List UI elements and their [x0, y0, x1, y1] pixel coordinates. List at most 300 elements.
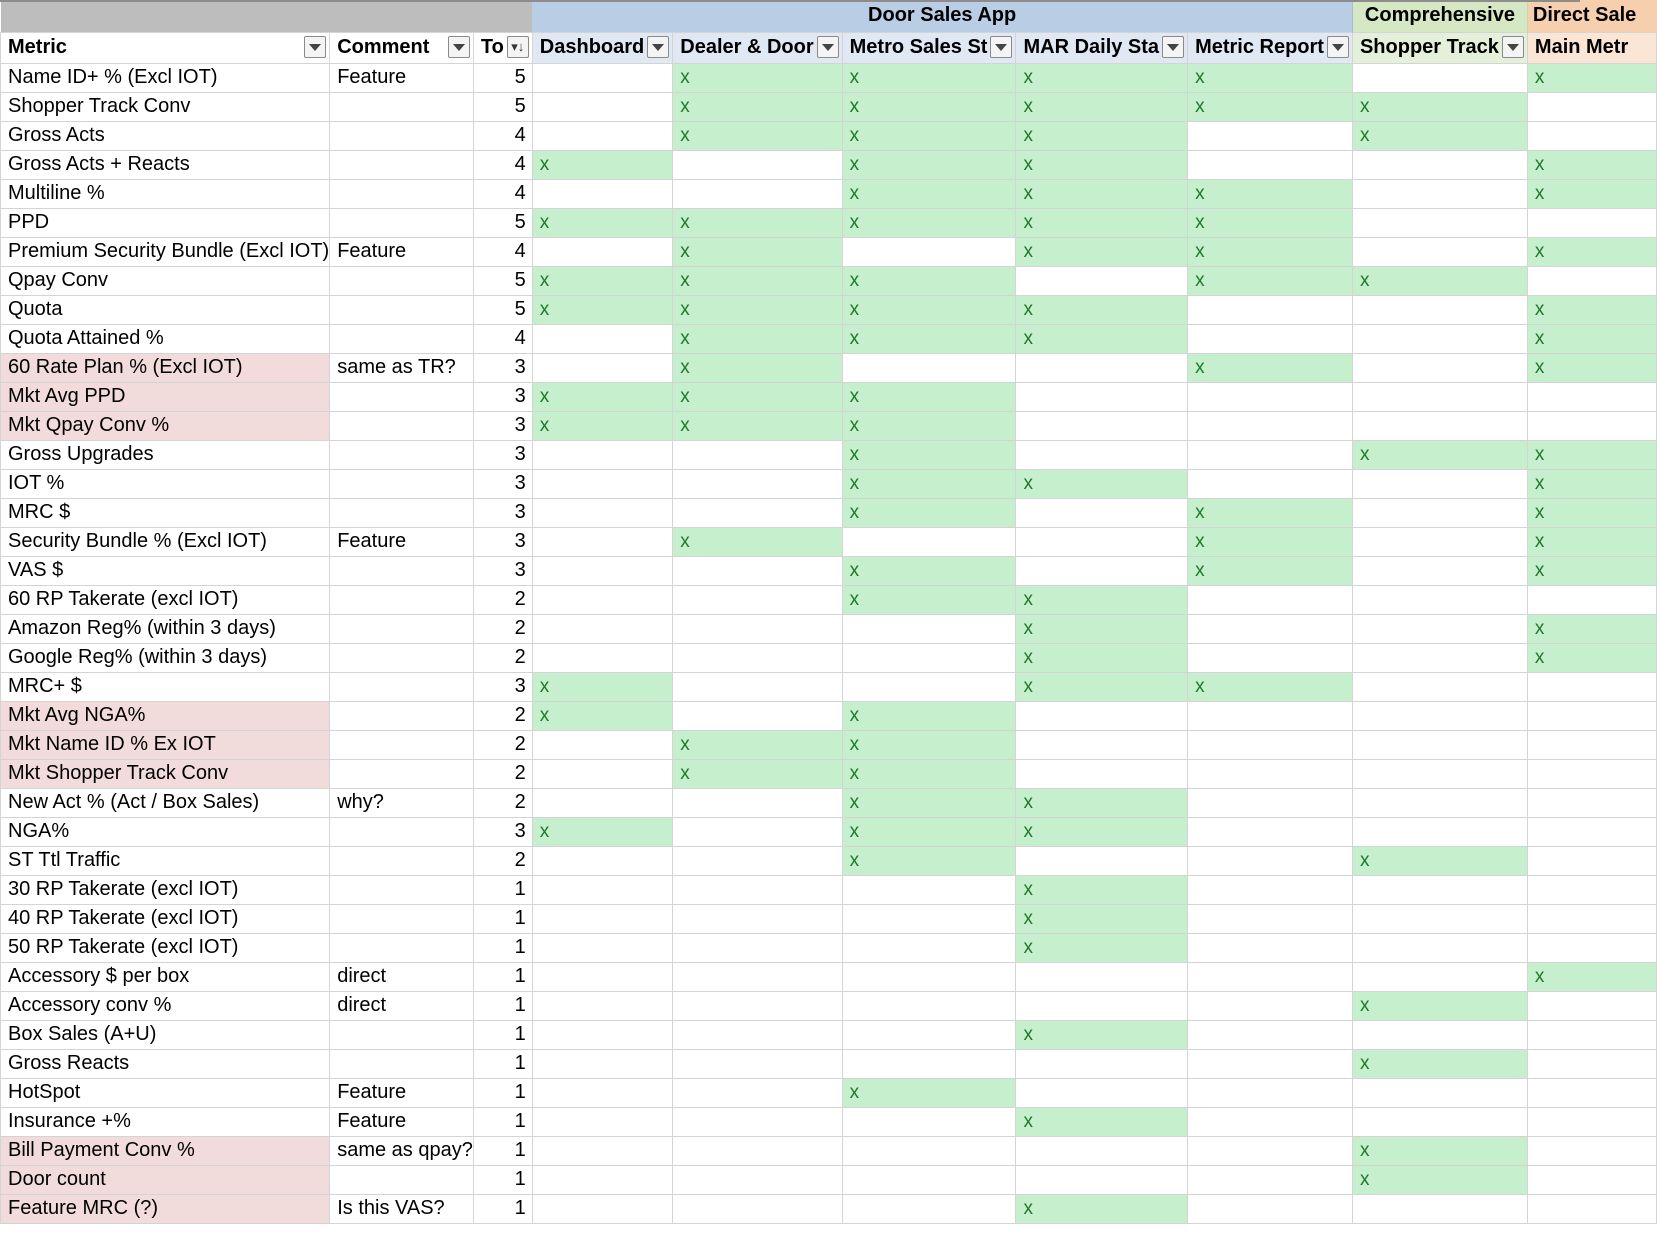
report-flag-cell[interactable]: x	[1016, 208, 1188, 237]
metric-cell[interactable]: Qpay Conv	[1, 266, 330, 295]
report-flag-cell[interactable]: x	[1527, 353, 1656, 382]
total-cell[interactable]: 2	[473, 701, 532, 730]
report-flag-cell[interactable]	[532, 1020, 672, 1049]
report-flag-cell[interactable]: x	[842, 208, 1016, 237]
metric-cell[interactable]: Google Reg% (within 3 days)	[1, 643, 330, 672]
report-flag-cell[interactable]	[532, 1107, 672, 1136]
report-flag-cell[interactable]	[842, 1194, 1016, 1223]
report-flag-cell[interactable]: x	[842, 846, 1016, 875]
report-flag-cell[interactable]	[842, 1107, 1016, 1136]
metric-cell[interactable]: Multiline %	[1, 179, 330, 208]
report-flag-cell[interactable]: x	[1016, 875, 1188, 904]
report-flag-cell[interactable]: x	[842, 469, 1016, 498]
total-cell[interactable]: 1	[473, 933, 532, 962]
total-cell[interactable]: 3	[473, 556, 532, 585]
filter-dropdown-icon[interactable]	[1327, 36, 1349, 58]
report-flag-cell[interactable]	[1527, 1078, 1656, 1107]
filter-dropdown-icon[interactable]	[448, 36, 470, 58]
report-flag-cell[interactable]	[673, 817, 842, 846]
comment-cell[interactable]	[330, 846, 474, 875]
report-flag-cell[interactable]: x	[842, 556, 1016, 585]
comment-cell[interactable]: Feature	[330, 527, 474, 556]
filter-dropdown-icon[interactable]	[817, 36, 839, 58]
report-flag-cell[interactable]	[842, 1020, 1016, 1049]
report-flag-cell[interactable]: x	[532, 208, 672, 237]
metric-cell[interactable]: Door count	[1, 1165, 330, 1194]
metric-cell[interactable]: MRC+ $	[1, 672, 330, 701]
report-flag-cell[interactable]	[1527, 1165, 1656, 1194]
report-flag-cell[interactable]: x	[673, 92, 842, 121]
report-flag-cell[interactable]	[1352, 962, 1527, 991]
report-flag-cell[interactable]	[1352, 788, 1527, 817]
report-flag-cell[interactable]	[842, 527, 1016, 556]
total-cell[interactable]: 2	[473, 614, 532, 643]
report-flag-cell[interactable]: x	[532, 817, 672, 846]
total-cell[interactable]: 4	[473, 150, 532, 179]
report-flag-cell[interactable]	[842, 237, 1016, 266]
report-flag-cell[interactable]	[1016, 1136, 1188, 1165]
report-flag-cell[interactable]: x	[1016, 179, 1188, 208]
report-flag-cell[interactable]: x	[842, 498, 1016, 527]
comment-cell[interactable]	[330, 92, 474, 121]
metric-cell[interactable]: Gross Upgrades	[1, 440, 330, 469]
report-flag-cell[interactable]	[532, 92, 672, 121]
metric-cell[interactable]: Amazon Reg% (within 3 days)	[1, 614, 330, 643]
report-flag-cell[interactable]: x	[1016, 150, 1188, 179]
report-flag-cell[interactable]	[1188, 991, 1353, 1020]
report-flag-cell[interactable]	[1527, 266, 1656, 295]
comment-cell[interactable]	[330, 672, 474, 701]
report-flag-cell[interactable]: x	[1016, 672, 1188, 701]
report-flag-cell[interactable]	[1527, 1049, 1656, 1078]
comment-cell[interactable]	[330, 469, 474, 498]
metric-cell[interactable]: Bill Payment Conv %	[1, 1136, 330, 1165]
metric-cell[interactable]: Gross Reacts	[1, 1049, 330, 1078]
report-flag-cell[interactable]: x	[532, 411, 672, 440]
report-flag-cell[interactable]	[1527, 1107, 1656, 1136]
report-flag-cell[interactable]: x	[1016, 643, 1188, 672]
report-flag-cell[interactable]	[1352, 672, 1527, 701]
metric-cell[interactable]: Mkt Avg PPD	[1, 382, 330, 411]
report-flag-cell[interactable]: x	[1527, 614, 1656, 643]
comment-cell[interactable]	[330, 266, 474, 295]
report-flag-cell[interactable]: x	[673, 63, 842, 92]
report-flag-cell[interactable]	[1527, 121, 1656, 150]
report-flag-cell[interactable]	[1352, 1107, 1527, 1136]
comment-cell[interactable]	[330, 1049, 474, 1078]
report-flag-cell[interactable]	[673, 1136, 842, 1165]
report-flag-cell[interactable]	[532, 63, 672, 92]
report-flag-cell[interactable]	[1188, 1194, 1353, 1223]
report-flag-cell[interactable]	[532, 962, 672, 991]
report-flag-cell[interactable]	[1527, 672, 1656, 701]
report-flag-cell[interactable]: x	[842, 63, 1016, 92]
report-flag-cell[interactable]: x	[1016, 904, 1188, 933]
total-cell[interactable]: 2	[473, 730, 532, 759]
report-flag-cell[interactable]	[1527, 817, 1656, 846]
report-flag-cell[interactable]: x	[1016, 295, 1188, 324]
report-flag-cell[interactable]	[673, 1194, 842, 1223]
total-cell[interactable]: 5	[473, 295, 532, 324]
report-flag-cell[interactable]	[532, 730, 672, 759]
report-flag-cell[interactable]	[1527, 1194, 1656, 1223]
comment-cell[interactable]	[330, 382, 474, 411]
report-flag-cell[interactable]	[1188, 759, 1353, 788]
metric-cell[interactable]: 50 RP Takerate (excl IOT)	[1, 933, 330, 962]
report-flag-cell[interactable]	[1188, 150, 1353, 179]
report-flag-cell[interactable]	[1527, 875, 1656, 904]
comment-cell[interactable]	[330, 730, 474, 759]
total-cell[interactable]: 3	[473, 382, 532, 411]
column-header-3[interactable]	[532, 32, 672, 63]
metric-cell[interactable]: Name ID+ % (Excl IOT)	[1, 63, 330, 92]
report-flag-cell[interactable]	[532, 556, 672, 585]
comment-cell[interactable]	[330, 556, 474, 585]
report-flag-cell[interactable]	[532, 991, 672, 1020]
report-flag-cell[interactable]	[1352, 295, 1527, 324]
report-flag-cell[interactable]: x	[842, 150, 1016, 179]
report-flag-cell[interactable]	[842, 991, 1016, 1020]
report-flag-cell[interactable]	[1527, 904, 1656, 933]
metric-cell[interactable]: Quota Attained %	[1, 324, 330, 353]
report-flag-cell[interactable]: x	[1527, 150, 1656, 179]
report-flag-cell[interactable]	[842, 353, 1016, 382]
report-flag-cell[interactable]	[532, 179, 672, 208]
metric-cell[interactable]: 60 Rate Plan % (Excl IOT)	[1, 353, 330, 382]
report-flag-cell[interactable]: x	[1352, 846, 1527, 875]
filter-dropdown-icon[interactable]	[304, 36, 326, 58]
report-flag-cell[interactable]: x	[842, 179, 1016, 208]
report-flag-cell[interactable]	[842, 875, 1016, 904]
report-flag-cell[interactable]	[1352, 469, 1527, 498]
report-flag-cell[interactable]: x	[1352, 1136, 1527, 1165]
comment-cell[interactable]	[330, 324, 474, 353]
comment-cell[interactable]	[330, 817, 474, 846]
report-flag-cell[interactable]	[1352, 1194, 1527, 1223]
report-flag-cell[interactable]	[1188, 846, 1353, 875]
metric-cell[interactable]: NGA%	[1, 817, 330, 846]
report-flag-cell[interactable]	[673, 1078, 842, 1107]
total-cell[interactable]: 3	[473, 498, 532, 527]
report-flag-cell[interactable]	[532, 904, 672, 933]
report-flag-cell[interactable]: x	[673, 527, 842, 556]
report-flag-cell[interactable]	[532, 875, 672, 904]
report-flag-cell[interactable]: x	[673, 411, 842, 440]
comment-cell[interactable]	[330, 585, 474, 614]
report-flag-cell[interactable]	[842, 904, 1016, 933]
report-flag-cell[interactable]	[1188, 411, 1353, 440]
report-flag-cell[interactable]: x	[842, 759, 1016, 788]
report-flag-cell[interactable]: x	[1352, 991, 1527, 1020]
report-flag-cell[interactable]	[1352, 324, 1527, 353]
report-flag-cell[interactable]	[532, 353, 672, 382]
metric-cell[interactable]: Accessory $ per box	[1, 962, 330, 991]
report-flag-cell[interactable]	[1352, 382, 1527, 411]
metric-cell[interactable]: Quota	[1, 295, 330, 324]
report-flag-cell[interactable]	[673, 904, 842, 933]
report-flag-cell[interactable]: x	[1188, 672, 1353, 701]
report-flag-cell[interactable]	[1016, 962, 1188, 991]
report-flag-cell[interactable]	[673, 962, 842, 991]
report-flag-cell[interactable]	[532, 585, 672, 614]
metric-cell[interactable]: Security Bundle % (Excl IOT)	[1, 527, 330, 556]
comment-cell[interactable]	[330, 411, 474, 440]
report-flag-cell[interactable]: x	[532, 672, 672, 701]
report-flag-cell[interactable]: x	[673, 353, 842, 382]
report-flag-cell[interactable]	[673, 672, 842, 701]
comment-cell[interactable]	[330, 614, 474, 643]
group-header-1[interactable]: Door Sales App	[532, 0, 1352, 32]
report-flag-cell[interactable]	[1352, 643, 1527, 672]
report-flag-cell[interactable]	[532, 469, 672, 498]
report-flag-cell[interactable]	[1016, 382, 1188, 411]
report-flag-cell[interactable]	[532, 1194, 672, 1223]
comment-cell[interactable]	[330, 904, 474, 933]
total-cell[interactable]: 1	[473, 1049, 532, 1078]
report-flag-cell[interactable]: x	[673, 730, 842, 759]
metric-cell[interactable]: PPD	[1, 208, 330, 237]
report-flag-cell[interactable]	[1352, 904, 1527, 933]
group-header-2[interactable]: Comprehensive	[1352, 0, 1527, 32]
metric-cell[interactable]: Shopper Track Conv	[1, 92, 330, 121]
report-flag-cell[interactable]	[673, 991, 842, 1020]
report-flag-cell[interactable]	[1352, 1020, 1527, 1049]
report-flag-cell[interactable]	[532, 498, 672, 527]
report-flag-cell[interactable]	[1527, 759, 1656, 788]
report-flag-cell[interactable]	[532, 846, 672, 875]
comment-cell[interactable]	[330, 1020, 474, 1049]
report-flag-cell[interactable]: x	[1527, 63, 1656, 92]
comment-cell[interactable]: Is this VAS?	[330, 1194, 474, 1223]
metric-cell[interactable]: MRC $	[1, 498, 330, 527]
total-cell[interactable]: 1	[473, 991, 532, 1020]
report-flag-cell[interactable]	[1188, 730, 1353, 759]
report-flag-cell[interactable]	[673, 585, 842, 614]
total-cell[interactable]: 2	[473, 585, 532, 614]
total-cell[interactable]: 3	[473, 411, 532, 440]
report-flag-cell[interactable]	[1188, 585, 1353, 614]
report-flag-cell[interactable]	[842, 614, 1016, 643]
report-flag-cell[interactable]: x	[842, 411, 1016, 440]
report-flag-cell[interactable]	[1527, 1020, 1656, 1049]
report-flag-cell[interactable]: x	[1188, 179, 1353, 208]
total-cell[interactable]: 1	[473, 1020, 532, 1049]
report-flag-cell[interactable]	[1016, 527, 1188, 556]
report-flag-cell[interactable]: x	[1188, 353, 1353, 382]
metric-cell[interactable]: Accessory conv %	[1, 991, 330, 1020]
metric-cell[interactable]: 30 RP Takerate (excl IOT)	[1, 875, 330, 904]
report-flag-cell[interactable]	[1352, 411, 1527, 440]
comment-cell[interactable]	[330, 150, 474, 179]
report-flag-cell[interactable]: x	[1527, 962, 1656, 991]
comment-cell[interactable]: same as qpay?	[330, 1136, 474, 1165]
report-flag-cell[interactable]	[1352, 556, 1527, 585]
report-flag-cell[interactable]	[1352, 353, 1527, 382]
report-flag-cell[interactable]: x	[1016, 585, 1188, 614]
filter-dropdown-icon[interactable]	[647, 36, 669, 58]
report-flag-cell[interactable]: x	[842, 730, 1016, 759]
metric-cell[interactable]: Feature MRC (?)	[1, 1194, 330, 1223]
total-cell[interactable]: 3	[473, 440, 532, 469]
report-flag-cell[interactable]	[1188, 701, 1353, 730]
report-flag-cell[interactable]	[1352, 817, 1527, 846]
report-flag-cell[interactable]: x	[1188, 208, 1353, 237]
report-flag-cell[interactable]: x	[842, 121, 1016, 150]
report-flag-cell[interactable]	[842, 1136, 1016, 1165]
report-flag-cell[interactable]	[532, 324, 672, 353]
filter-dropdown-icon[interactable]	[1502, 36, 1524, 58]
report-flag-cell[interactable]: x	[1016, 469, 1188, 498]
report-flag-cell[interactable]: x	[673, 324, 842, 353]
report-flag-cell[interactable]: x	[1016, 324, 1188, 353]
comment-cell[interactable]: Feature	[330, 1107, 474, 1136]
report-flag-cell[interactable]: x	[673, 208, 842, 237]
metric-cell[interactable]: Gross Acts + Reacts	[1, 150, 330, 179]
report-flag-cell[interactable]	[1188, 1136, 1353, 1165]
report-flag-cell[interactable]: x	[1188, 237, 1353, 266]
report-flag-cell[interactable]: x	[1016, 92, 1188, 121]
report-flag-cell[interactable]	[673, 875, 842, 904]
report-flag-cell[interactable]: x	[1016, 121, 1188, 150]
metric-cell[interactable]: Mkt Name ID % Ex IOT	[1, 730, 330, 759]
column-header-7[interactable]	[1188, 32, 1353, 63]
column-header-1[interactable]	[330, 32, 474, 63]
report-flag-cell[interactable]	[1188, 643, 1353, 672]
report-flag-cell[interactable]: x	[1527, 237, 1656, 266]
total-cell[interactable]: 5	[473, 266, 532, 295]
report-flag-cell[interactable]	[673, 614, 842, 643]
report-flag-cell[interactable]: x	[1352, 1049, 1527, 1078]
report-flag-cell[interactable]	[1016, 353, 1188, 382]
report-flag-cell[interactable]	[1527, 382, 1656, 411]
comment-cell[interactable]	[330, 643, 474, 672]
comment-cell[interactable]: same as TR?	[330, 353, 474, 382]
metric-cell[interactable]: Premium Security Bundle (Excl IOT)	[1, 237, 330, 266]
report-flag-cell[interactable]	[673, 469, 842, 498]
total-cell[interactable]: 3	[473, 672, 532, 701]
comment-cell[interactable]: why?	[330, 788, 474, 817]
report-flag-cell[interactable]	[1188, 1165, 1353, 1194]
total-cell[interactable]: 4	[473, 121, 532, 150]
report-flag-cell[interactable]	[842, 933, 1016, 962]
report-flag-cell[interactable]	[1016, 991, 1188, 1020]
comment-cell[interactable]	[330, 208, 474, 237]
report-flag-cell[interactable]	[1188, 817, 1353, 846]
report-flag-cell[interactable]	[532, 121, 672, 150]
report-flag-cell[interactable]: x	[1527, 324, 1656, 353]
report-flag-cell[interactable]	[673, 498, 842, 527]
total-cell[interactable]: 1	[473, 1136, 532, 1165]
report-flag-cell[interactable]: x	[1352, 440, 1527, 469]
metric-cell[interactable]: ST Ttl Traffic	[1, 846, 330, 875]
report-flag-cell[interactable]: x	[1016, 237, 1188, 266]
report-flag-cell[interactable]: x	[1527, 179, 1656, 208]
report-flag-cell[interactable]: x	[1016, 1194, 1188, 1223]
comment-cell[interactable]	[330, 1165, 474, 1194]
report-flag-cell[interactable]: x	[842, 266, 1016, 295]
metric-cell[interactable]: Mkt Avg NGA%	[1, 701, 330, 730]
report-flag-cell[interactable]	[673, 1020, 842, 1049]
report-flag-cell[interactable]	[1352, 527, 1527, 556]
report-flag-cell[interactable]	[1527, 208, 1656, 237]
report-flag-cell[interactable]	[1188, 1049, 1353, 1078]
report-flag-cell[interactable]	[1352, 759, 1527, 788]
metric-cell[interactable]: 60 RP Takerate (excl IOT)	[1, 585, 330, 614]
report-flag-cell[interactable]	[1188, 962, 1353, 991]
report-flag-cell[interactable]	[1352, 585, 1527, 614]
report-flag-cell[interactable]	[1527, 933, 1656, 962]
report-flag-cell[interactable]: x	[1188, 266, 1353, 295]
report-flag-cell[interactable]	[532, 440, 672, 469]
report-flag-cell[interactable]	[1188, 1020, 1353, 1049]
report-flag-cell[interactable]: x	[1188, 527, 1353, 556]
report-flag-cell[interactable]: x	[1527, 556, 1656, 585]
report-flag-cell[interactable]: x	[532, 295, 672, 324]
report-flag-cell[interactable]: x	[842, 440, 1016, 469]
report-flag-cell[interactable]	[532, 759, 672, 788]
report-flag-cell[interactable]	[842, 962, 1016, 991]
report-flag-cell[interactable]: x	[673, 121, 842, 150]
report-flag-cell[interactable]	[532, 237, 672, 266]
report-flag-cell[interactable]: x	[1188, 63, 1353, 92]
report-flag-cell[interactable]: x	[1352, 266, 1527, 295]
report-flag-cell[interactable]	[532, 788, 672, 817]
report-flag-cell[interactable]: x	[842, 382, 1016, 411]
metric-cell[interactable]: VAS $	[1, 556, 330, 585]
metric-cell[interactable]: Insurance +%	[1, 1107, 330, 1136]
column-header-6[interactable]	[1016, 32, 1188, 63]
total-cell[interactable]: 3	[473, 353, 532, 382]
comment-cell[interactable]: direct	[330, 962, 474, 991]
report-flag-cell[interactable]	[1016, 440, 1188, 469]
report-flag-cell[interactable]	[1527, 585, 1656, 614]
report-flag-cell[interactable]	[673, 1165, 842, 1194]
report-flag-cell[interactable]	[1527, 846, 1656, 875]
report-flag-cell[interactable]: x	[1527, 527, 1656, 556]
report-flag-cell[interactable]	[673, 556, 842, 585]
report-flag-cell[interactable]	[1016, 556, 1188, 585]
report-flag-cell[interactable]	[532, 933, 672, 962]
metric-cell[interactable]: IOT %	[1, 469, 330, 498]
comment-cell[interactable]: Feature	[330, 63, 474, 92]
total-cell[interactable]: 1	[473, 1078, 532, 1107]
report-flag-cell[interactable]	[1016, 759, 1188, 788]
total-cell[interactable]: 1	[473, 904, 532, 933]
report-flag-cell[interactable]	[1352, 933, 1527, 962]
report-flag-cell[interactable]	[1188, 1107, 1353, 1136]
report-flag-cell[interactable]	[1352, 875, 1527, 904]
total-cell[interactable]: 3	[473, 817, 532, 846]
report-flag-cell[interactable]: x	[673, 295, 842, 324]
total-cell[interactable]: 4	[473, 237, 532, 266]
report-flag-cell[interactable]	[1188, 1078, 1353, 1107]
report-flag-cell[interactable]: x	[1016, 1020, 1188, 1049]
report-flag-cell[interactable]: x	[1016, 788, 1188, 817]
report-flag-cell[interactable]	[1188, 875, 1353, 904]
report-flag-cell[interactable]	[1188, 469, 1353, 498]
report-flag-cell[interactable]	[1016, 1165, 1188, 1194]
report-flag-cell[interactable]	[1527, 701, 1656, 730]
column-header-0[interactable]	[1, 32, 330, 63]
report-flag-cell[interactable]: x	[1016, 63, 1188, 92]
report-flag-cell[interactable]	[842, 1165, 1016, 1194]
metric-cell[interactable]: New Act % (Act / Box Sales)	[1, 788, 330, 817]
report-flag-cell[interactable]: x	[1527, 440, 1656, 469]
report-flag-cell[interactable]	[532, 614, 672, 643]
comment-cell[interactable]	[330, 295, 474, 324]
total-cell[interactable]: 2	[473, 846, 532, 875]
report-flag-cell[interactable]	[842, 1049, 1016, 1078]
